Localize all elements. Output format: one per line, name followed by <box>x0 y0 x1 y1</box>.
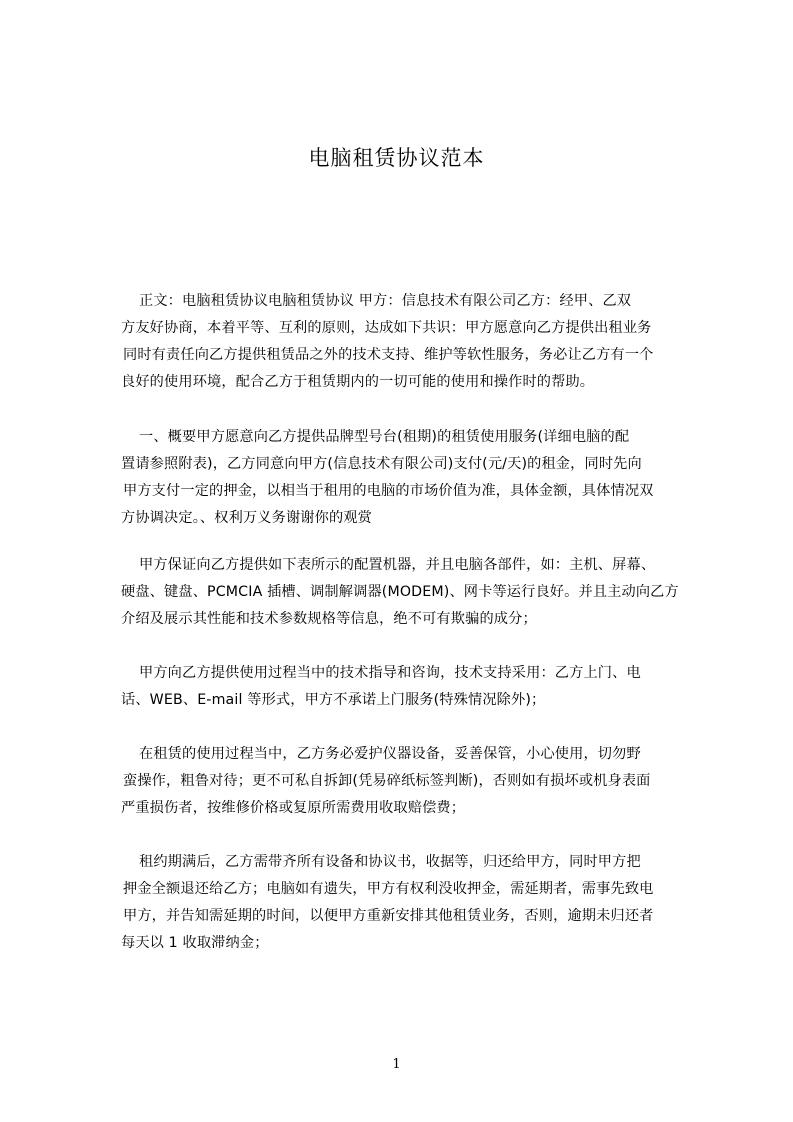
text-line: 甲方支付一定的押金，以相当于租用的电脑的市场价值为准，具体金额，具体情况双 <box>123 483 654 499</box>
page-number: 1 <box>392 1057 401 1072</box>
text-line: 蛮操作，粗鲁对待；更不可私自拆卸(凭易碎纸标签判断)，否则如有损坏或机身表面 <box>123 773 651 789</box>
text-line: 方协调决定。、权利万义务谢谢你的观赏 <box>121 510 372 526</box>
text-line: 甲方，并告知需延期的时间，以便甲方重新安排其他租赁业务，否则，逾期未归还者 <box>123 908 654 924</box>
document-title: 电脑租赁协议范本 <box>308 146 485 170</box>
text-line: 甲方向乙方提供使用过程当中的技术指导和咨询，技术支持采用：乙方上门、电 <box>139 665 641 681</box>
text-line: 硬盘、键盘、PCMCIA 插槽、调制解调器(MODEM)、网卡等运行良好。并且主动向乙方 <box>121 584 679 600</box>
text-line: 话、WEB、E-mail 等形式，甲方不承诺上门服务(特殊情况除外)； <box>121 692 546 708</box>
text-line: 一、概要甲方愿意向乙方提供品牌型号台(租期)的租赁使用服务(详细电脑的配 <box>139 429 630 445</box>
text-line: 正文：电脑租赁协议电脑租赁协议 甲方：信息技术有限公司乙方：经甲、乙双 <box>139 293 632 309</box>
text-line: 严重损伤者，按维修价格或复原所需费用收取赔偿费； <box>121 800 466 816</box>
text-line: 良好的使用环境，配合乙方于租赁期内的一切可能的使用和操作时的帮助。 <box>121 374 595 390</box>
text-line: 每天以 1 收取滞纳金； <box>121 935 269 951</box>
text-line: 置请参照附表)，乙方同意向甲方(信息技术有限公司)支付(元/天)的租金，同时先向 <box>121 456 642 472</box>
text-line: 同时有责任向乙方提供租赁品之外的技术支持、维护等软性服务，务必让乙方有一个 <box>123 347 654 363</box>
text-line: 租约期满后，乙方需带齐所有设备和协议书，收据等，归还给甲方，同时甲方把 <box>139 854 641 870</box>
text-line: 甲方保证向乙方提供如下表所示的配置机器，并且电脑各部件，如：主机、屏幕、 <box>139 557 656 573</box>
text-line: 方友好协商，本着平等、互利的原则，达成如下共识：甲方愿意向乙方提供出租业务 <box>121 320 652 336</box>
text-line: 押金全额退还给乙方；电脑如有遗失，甲方有权利没收押金，需延期者，需事先致电 <box>123 881 654 897</box>
text-line: 在租赁的使用过程当中，乙方务必爱护仪器设备，妥善保管，小心使用，切勿野 <box>139 746 641 762</box>
text-line: 介绍及展示其性能和技术参数规格等信息，绝不可有欺骗的成分； <box>121 611 537 627</box>
